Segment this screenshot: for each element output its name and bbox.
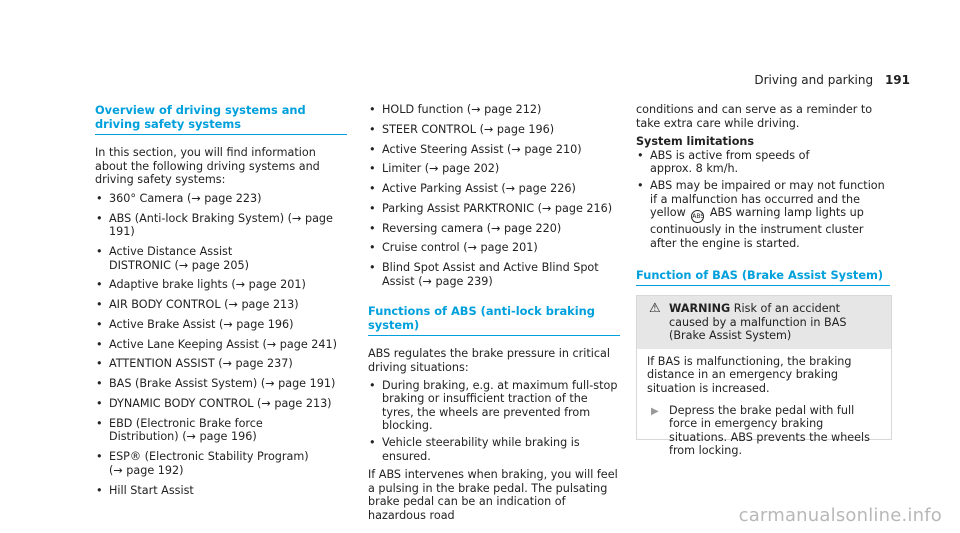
list-item: • Adaptive brake lights (→ page 201) [95,278,347,292]
list-item: • Active Steering Assist (→ page 210) [368,143,620,157]
bas-heading: Function of BAS (Brake Assist System) [636,268,884,282]
abs-intro: ABS regulates the brake pressure in critical driving situations: [368,347,610,375]
column-2 [368,103,620,523]
warning-label: WARNING [669,302,731,315]
warning-triangle-icon: ⚠ [649,301,661,316]
list-item [636,179,890,250]
column-1 [95,103,347,503]
step-arrow-icon: ▶ [651,405,659,417]
list-item: • AIR BODY CONTROL (→ page 213) [95,298,347,312]
warning-header [637,296,891,349]
bas-section [636,268,890,286]
warning-box [636,295,892,458]
heading-rule [95,134,347,135]
list-item: • Limiter (→ page 202) [368,162,620,176]
list-item: • Active Distance Assist DISTRONIC (→ page 205) [95,245,279,272]
column-3 [636,103,890,257]
list-item: • Cruise control (→ page 201) [368,241,620,255]
list-item: • Vehicle steerability while braking is ensured. [368,436,620,463]
overview-heading: Overview of driving systems and driving safety systems [95,103,306,131]
page-header [754,74,910,88]
limit2-text-a: ABS may be impaired or may not function if a malfunction has occurred and the yellow [650,178,885,220]
list-item: • Reversing camera (→ page 220) [368,222,620,236]
abs-heading: Functions of ABS (anti-lock braking system) [368,304,595,333]
list-item: • 360° Camera (→ page 223) [95,192,347,206]
list-item: • Parking Assist PARKTRONIC (→ page 216) [368,202,620,216]
list-item: • Hill Start Assist [95,484,347,498]
list-item: • Active Parking Assist (→ page 226) [368,182,620,196]
list-item: • EBD (Electronic Brake force Distribution) (→ page 196) [95,417,329,444]
warning-step [647,404,881,458]
limits-heading: System limitations [636,135,755,149]
list-item: • STEER CONTROL (→ page 196) [368,123,620,137]
limits-list [636,149,890,251]
watermark: carmanualsonline.info [738,505,942,527]
list-item: • ABS is active from speeds of approx. 8 km/h. [636,149,820,176]
systems-list-2 [368,103,620,288]
list-item: • During braking, e.g. at maximum full-stop braking or insufficient traction of the tyres, the wheels are prevented from blocking. [368,379,620,433]
abs-list [368,379,620,464]
list-item: • BAS (Brake Assist System) (→ page 191) [95,377,347,391]
abs-continued: conditions and can serve as a reminder to take extra care while driving. [636,103,873,130]
list-item: • DYNAMIC BODY CONTROL (→ page 213) [95,397,347,411]
warning-action: Depress the brake pedal with full force in emergency braking situations. ABS prevents the wheels from locking. [669,403,870,458]
list-item: • ABS (Anti-lock Braking System) (→ page 191) [95,212,347,239]
list-item: • Active Lane Keeping Assist (→ page 241) [95,338,347,352]
limit2-text-b: ABS warning lamp lights up continuously in the instrument cluster after the engine is started. [650,206,864,250]
list-item: • Blind Spot Assist and Active Blind Spot Assist (→ page 239) [368,261,620,288]
warning-body [637,349,891,464]
list-item: • ESP® (Electronic Stability Program) (→ page 192) [95,450,309,477]
heading-rule [368,335,620,336]
list-item: • HOLD function (→ page 212) [368,103,620,117]
list-item: • Active Brake Assist (→ page 196) [95,318,347,332]
section-title: Driving and parking [754,73,874,87]
systems-list-1 [95,192,347,497]
list-item: • ATTENTION ASSIST (→ page 237) [95,357,347,371]
abs-warning-lamp-icon: ABS [691,210,704,223]
warning-text: If BAS is malfunctioning, the braking distance in an emergency braking situation is increased. [647,354,852,395]
warning-title: Risk of an accident caused by a malfunction in BAS (Brake Assist System) [669,302,847,343]
abs-outro: If ABS intervenes when braking, you will feel a pulsing in the brake pedal. The pulsating brake pedal can be an indication of hazardous road [368,468,618,522]
heading-rule [636,285,890,286]
page-number: 191 [884,73,910,87]
overview-intro: In this section, you will find information about the following driving systems and driving safety systems: [95,146,320,187]
